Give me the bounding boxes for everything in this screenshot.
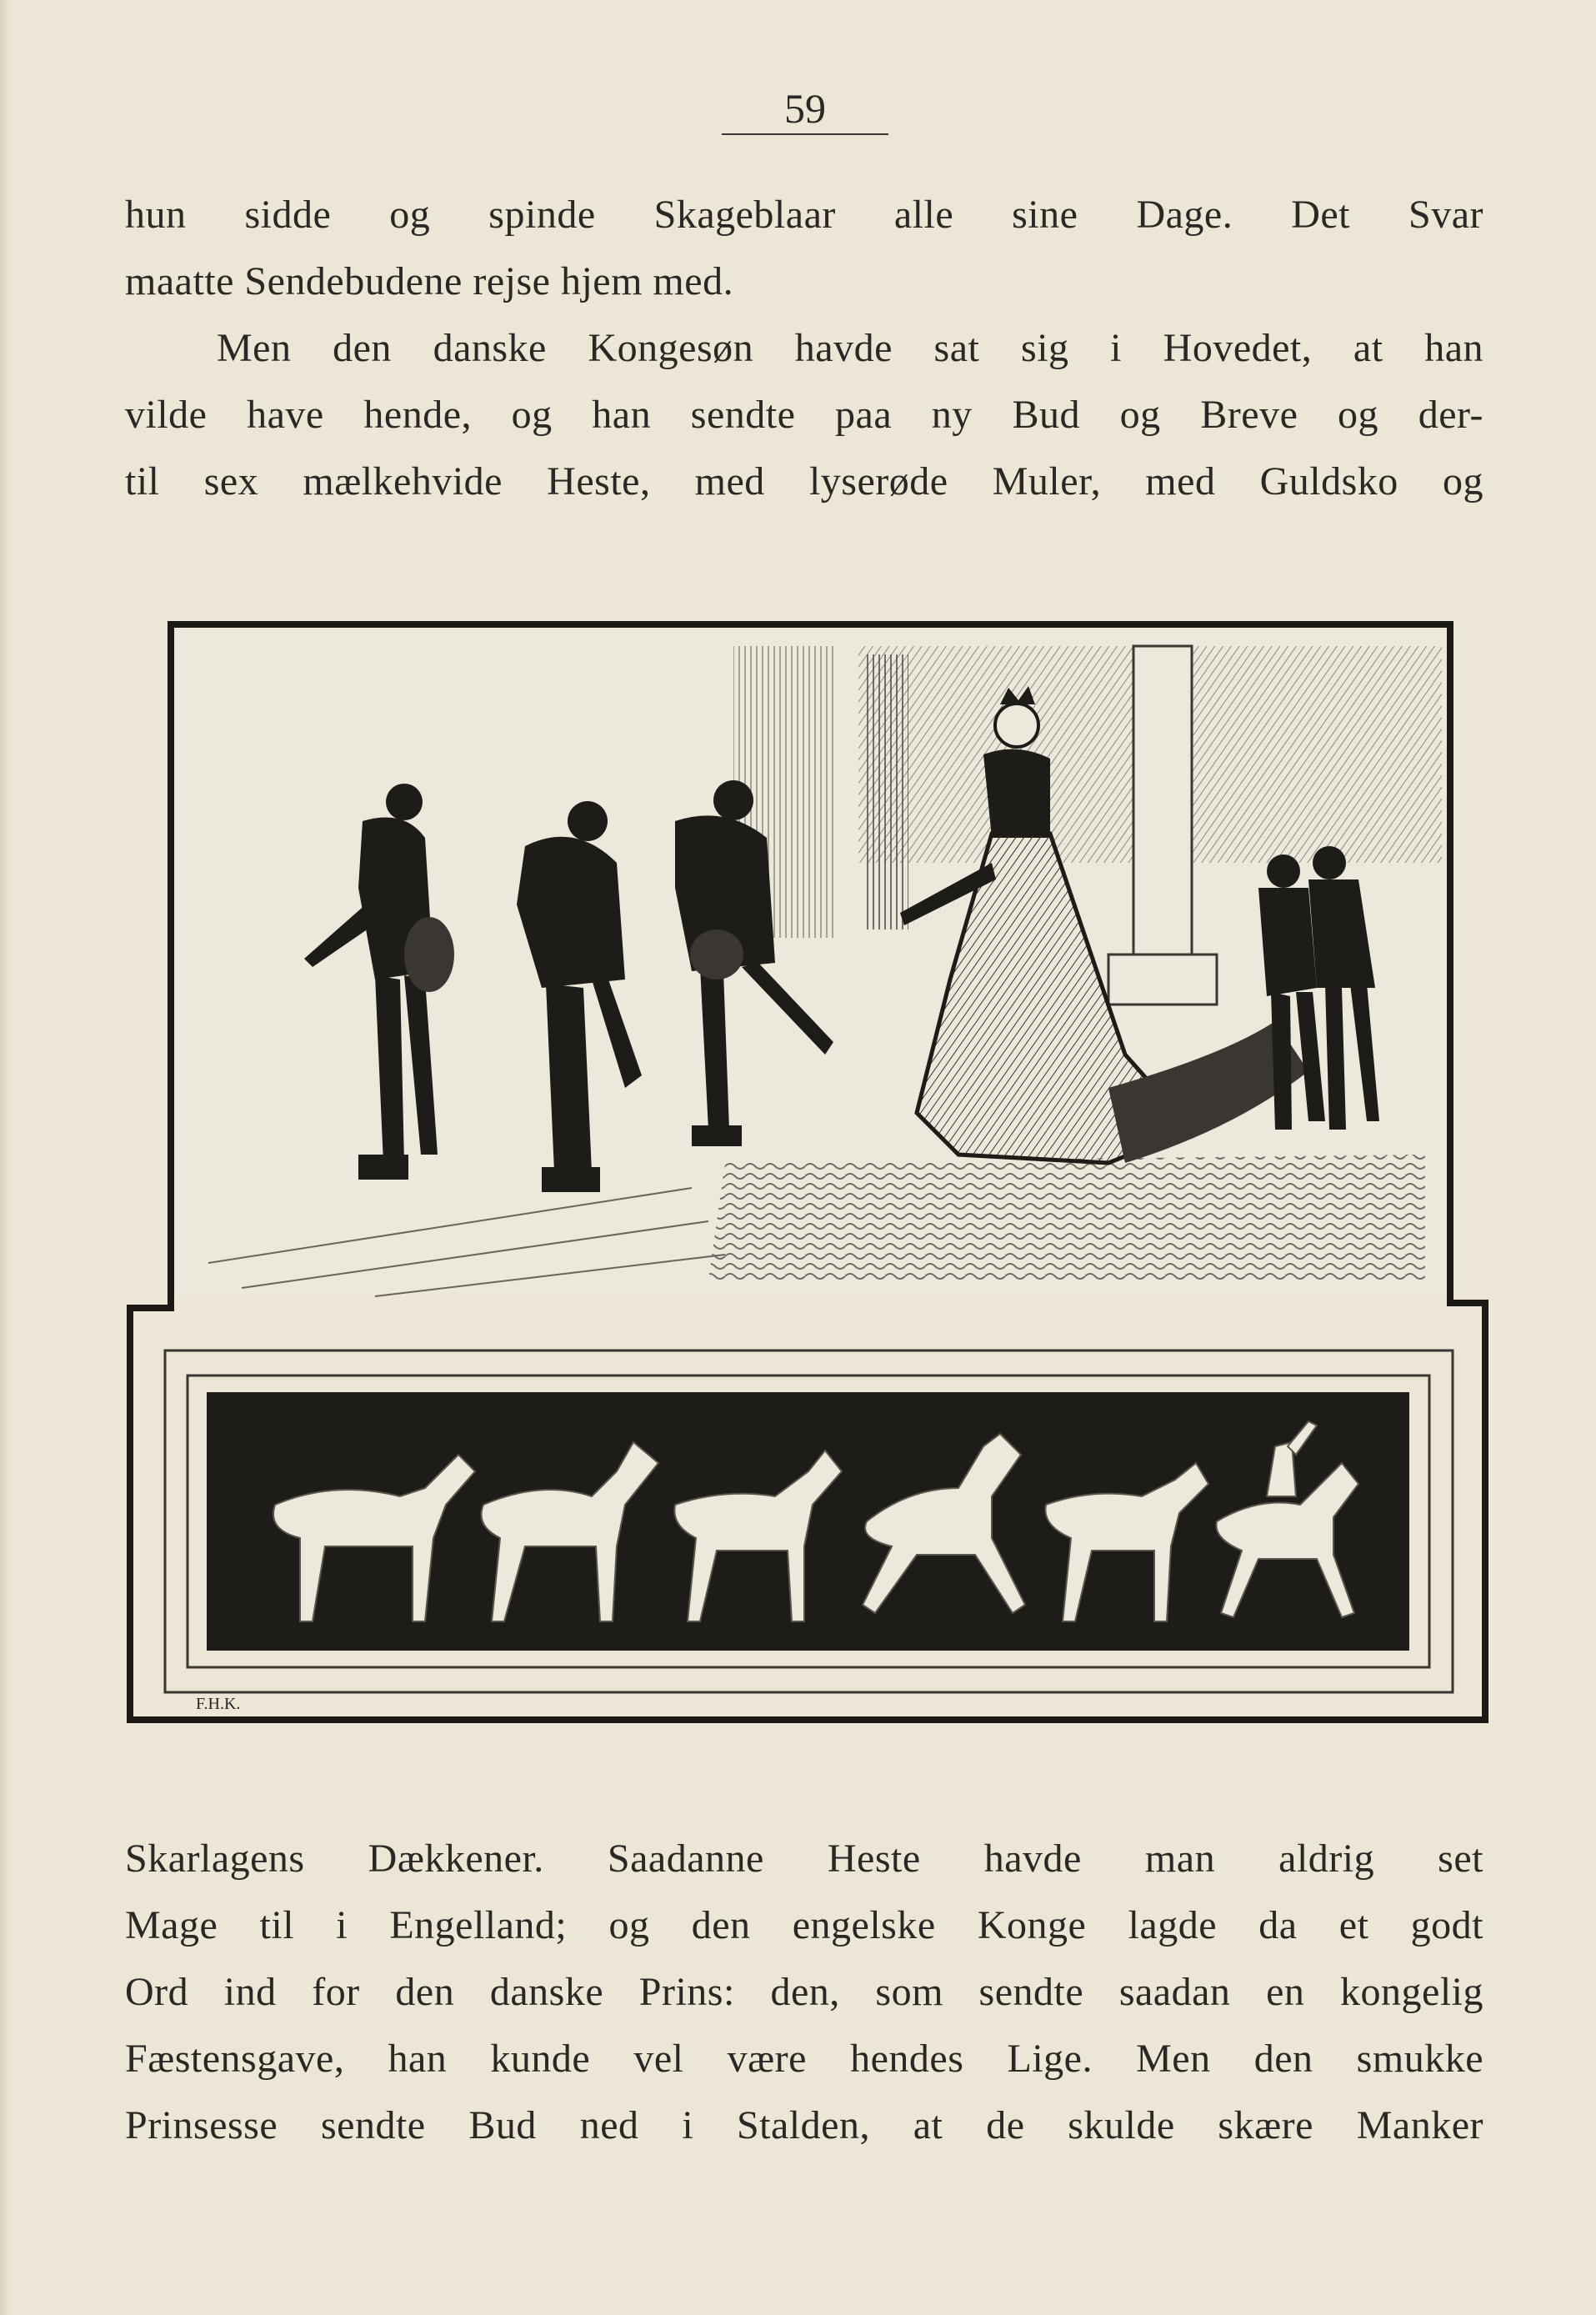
- text-line: til sex mælkehvide Heste, med lyserøde Muler, med Guldsko og: [125, 459, 1483, 504]
- text-line: Skarlagens Dækkener. Saadanne Heste havde man aldrig set: [125, 1836, 1483, 1881]
- text-line: Men den danske Kongesøn havde sat sig i Hovedet, at han: [217, 326, 1483, 370]
- page-edge-shadow: [0, 0, 12, 2315]
- top-text-block: [125, 182, 1483, 515]
- text-line: hun sidde og spinde Skageblaar alle sine Dage. Det Svar: [125, 193, 1483, 237]
- text-line: Prinsesse sendte Bud ned i Stalden, at de skulde skære Manker: [125, 2103, 1483, 2147]
- text-line: Fæstensgave, han kunde vel være hendes Lige. Men den smukke: [125, 2037, 1483, 2081]
- page-number: 59: [784, 85, 826, 132]
- text-line: vilde have hende, og han sendte paa ny Bud og Breve og der-: [125, 393, 1483, 437]
- horse-frieze: [165, 1350, 1453, 1692]
- text-line: Ord ind for den danske Prins: den, som sendte saadan en kongelig: [125, 1970, 1483, 2014]
- text-line: Mage til i Engelland; og den engelske Konge lagde da et godt: [125, 1903, 1483, 1947]
- page-number-rule: [722, 133, 888, 135]
- text-line: maatte Sendebudene rejse hjem med.: [125, 259, 734, 303]
- illustration: [125, 621, 1492, 1726]
- bottom-text-block: [125, 1826, 1483, 2159]
- artist-signature: F.H.K.: [196, 1695, 241, 1713]
- court-scene: [175, 629, 1446, 1296]
